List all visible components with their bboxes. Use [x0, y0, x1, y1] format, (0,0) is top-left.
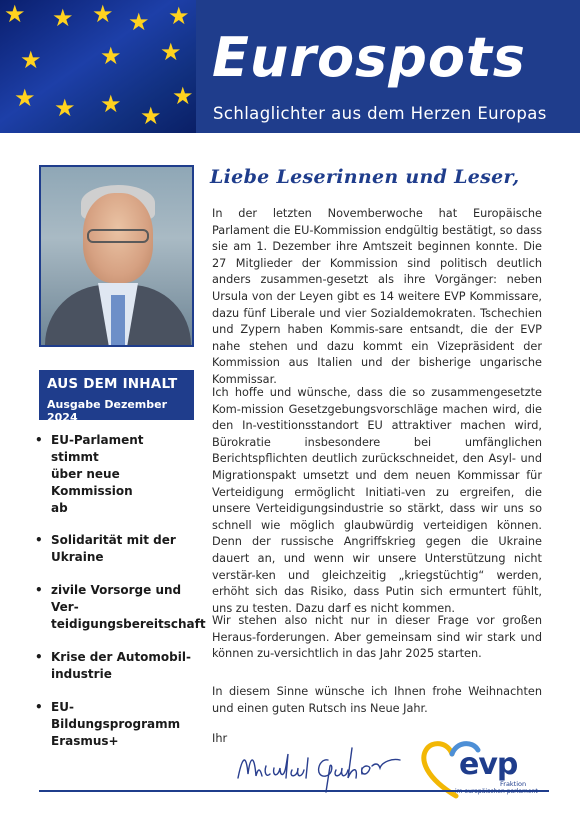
contents-item — [35, 532, 195, 566]
contents-item — [35, 699, 195, 750]
bottom-divider — [39, 790, 549, 792]
masthead — [0, 0, 580, 133]
contents-item-line: Krise der Automobil- — [51, 650, 191, 664]
contents-item — [35, 649, 195, 683]
letter-paragraph: In der letzten Novemberwoche hat Europäische Parlament die EU-Kommission endgültig bestätigt, so dass sie am 1. Dezember ihre Amtszeit beginnen konnte. Die 27 Mitglieder der Kommission sind politisch deutlich anders zusammen-gesetzt als ihre Vorgänger: neben Ursula von der Leyen gibt es 14 weitere EVP Kommissare, dazu fünf Liberale und vier Sozialdemokraten. Tschechien und Zypern haben Kommis-sare entsandt, die der EVP nahe stehen und dazu kommt ein Vizepräsident der Kommission aus Italien und der bisherige ungarische Kommissar. — [212, 207, 542, 386]
bullet-icon: • — [35, 433, 43, 447]
letter-closing: Ihr — [212, 732, 228, 745]
bullet-icon: • — [35, 533, 43, 547]
contents-item-line: zivile Vorsorge und Ver- — [51, 583, 182, 614]
bullet-icon: • — [35, 650, 43, 664]
contents-item-line: Erasmus+ — [51, 734, 119, 748]
bullet-icon: • — [35, 700, 43, 714]
contents-header-box — [39, 370, 194, 424]
author-portrait — [39, 165, 194, 347]
contents-item-line: über neue Kommission — [51, 467, 133, 498]
contents-item-line: Solidarität mit der — [51, 533, 176, 547]
letter-paragraph: Ich hoffe und wünsche, dass die so zusammengesetzte Kom-mission Gesetzgebungsvorschläge machen wird, die den In-vestitionsstandort EU attraktiver machen wird, Bürokratie insbesondere bei umfänglichen Berichtspflichten deutlich zurückschneidet, den Asyl- und Migrationspakt umsetzt und dem neuen Kommissar für Verteidigung ermöglicht Initiati-ven zu ergreifen, die unsere Verteidigungsindustrie so stärkt, dass wir uns so schnell wie möglich glaubwürdig verteidigen können. Denn der russische Angriffskrieg gegen die Ukraine dauert an, und wenn wir unsere Unterstützung nicht verstär-ken und gleichzeitig „kriegstüchtig“ werden, erhöht sich das Risiko, dass Putin sich ermuntert fühlt, uns zu testen. Dazu darf es nicht kommen. — [212, 386, 542, 615]
newsletter-subtitle: Schlaglichter aus dem Herzen Europas — [213, 104, 547, 123]
contents-list — [35, 432, 206, 750]
bullet-icon: • — [35, 583, 43, 597]
letter-greeting: Liebe Leserinnen und Leser, — [210, 166, 520, 188]
contents-item — [35, 432, 195, 517]
contents-item-line: ab — [51, 501, 68, 515]
portrait-glasses — [87, 229, 149, 243]
evp-wordmark: evp — [459, 747, 518, 782]
contents-item-line: Ukraine — [51, 550, 104, 564]
newsletter-title: Eurospots — [212, 26, 526, 89]
letter-paragraph: Wir stehen also nicht nur in dieser Frage vor großen Heraus-forderungen. Aber gemeinsam sind wir stark und können zu-versichtlich in das Jahr 2025 starten. — [212, 614, 542, 661]
handwritten-signature — [232, 738, 412, 794]
contents-item-line: teidigungsbereitschaft — [51, 617, 206, 631]
issue-date: Ausgabe Dezember 2024 — [47, 398, 168, 424]
contents-heading: AUS DEM INHALT — [47, 376, 178, 392]
contents-item — [35, 582, 206, 633]
eu-flag-image: ★ ★ ★ ★ ★ ★ ★ ★ ★ ★ ★ ★ ★ — [0, 0, 196, 133]
contents-item-line: EU-Bildungsprogramm — [51, 700, 181, 731]
contents-item-line: industrie — [51, 667, 112, 681]
contents-item-line: EU-Parlament stimmt — [51, 433, 144, 464]
letter-paragraph: In diesem Sinne wünsche ich Ihnen frohe Weihnachten und einen guten Rutsch ins Neue Jahr. — [212, 685, 542, 715]
evp-subline: Fraktion — [500, 780, 527, 788]
portrait-tie — [111, 295, 125, 347]
